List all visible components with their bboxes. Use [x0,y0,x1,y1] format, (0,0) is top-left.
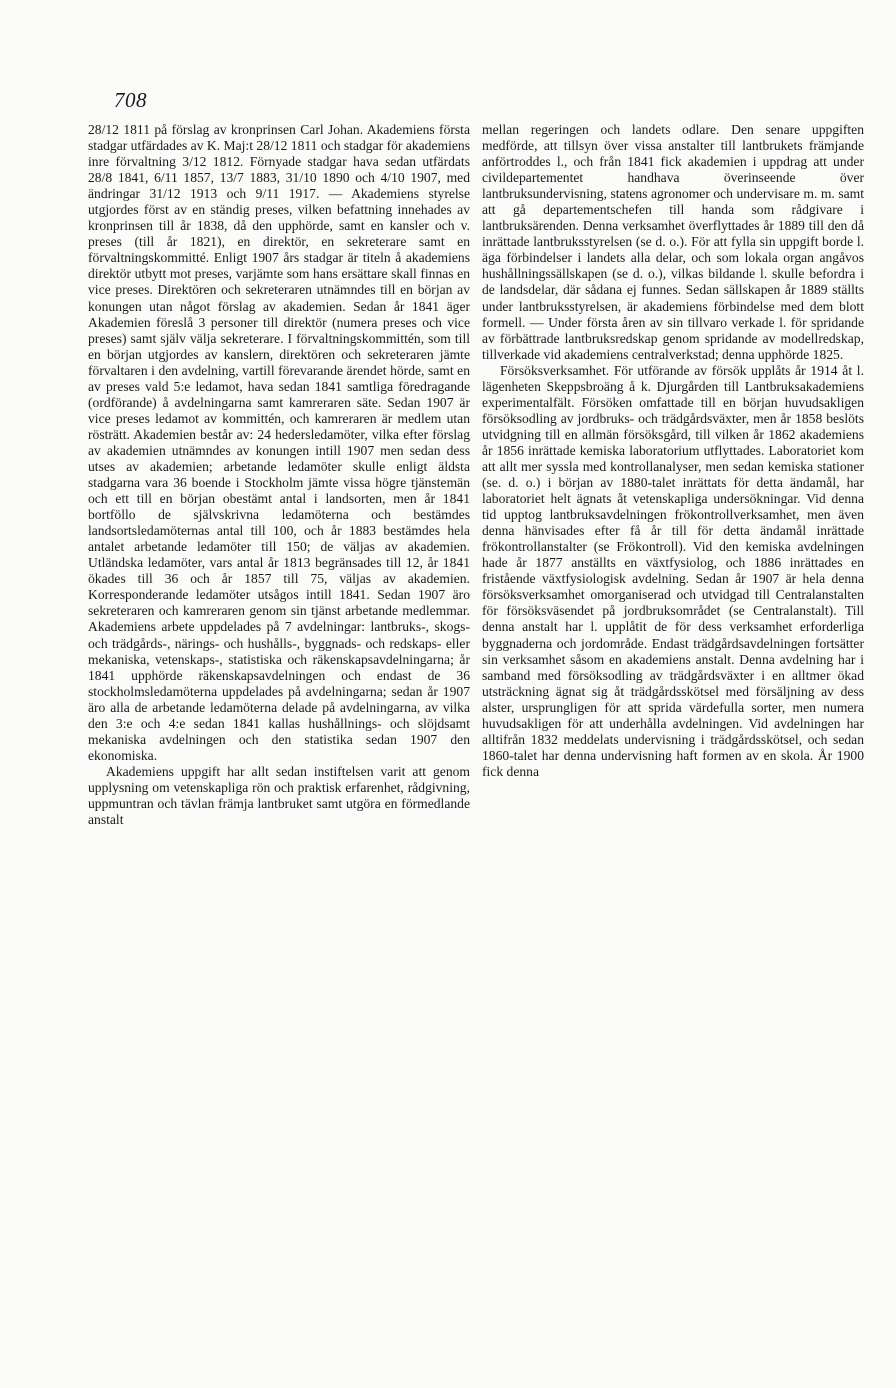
paragraph: 28/12 1811 på förslag av kronprinsen Carl Johan. Akademiens första stadgar utfärdades av K. Maj:t 28/12 1811 och stadgar för akademiens inre förvaltning 3/12 1812. Förnyade stadgar hava sedan utfärdats 28/8 1841, 6/11 1857, 13/7 1883, 31/10 1890 och 4/10 1907, med ändringar 31/12 1913 och 9/11 1917. — Akademiens styrelse utgjordes först av en ständig preses, vilken befattning innehades av kronprinsen till år 1838, då den upphörde, samt en kansler och v. preses (till år 1821), en direktör, en sekreterare samt en förvaltningskommitté. Enligt 1907 års stadgar är titeln å akademiens direktör utbytt mot preses, varjämte som hans ersättare skall finnas en vice preses. Direktören och sekreteraren utnämndes till en början av konungen utan något förslag av akademien. Sedan år 1841 äger Akademien föreslå 3 personer till direktör (numera preses och vice preses) samt själv välja sekreterare. I förvaltningskommittén, som till en början utgjordes av kanslern, direktören och sekreteraren jämte förvaltaren i den avdelning, vartill förevarande ärendet hörde, samt en av preses vald 5:e ledamot, hava sedan 1841 samtliga föredragande (ordförande) å avdelningarna samt kamreraren säte. Sedan 1907 är vice preses ledamot av kommittén, och kamreraren är medlem utan rösträtt. Akademien består av: 24 hedersledamöter, vilka efter förslag av akademien utnämndes av konungen intill 1907 men sedan dess utses av akademien; arbetande ledamöter skulle enligt äldsta stadgarna vara 36 boende i Stockholm jämte vissa högre tjänstemän och ett till en början obestämt antal i landsorten, men år 1841 bortföllo de självskrivna ledamöterna och bestämdes landsortsledamöternas antal till 100, och år 1883 bestämdes hela antalet arbetande ledamöter till 150; de väljas av akademien. Utländska ledamöter, vars antal år 1813 begränsades till 12, år 1841 ökades till 36 och år 1857 till 75, väljas av akademien. Korresponderande ledamöter utsågos intill 1841. Sedan 1907 äro sekreteraren och kamreraren genom sin tjänst arbetande medlemmar. Akademiens arbete uppdelades på 7 avdelningar: lantbruks-, skogs- och trädgårds-, närings- och hushålls-, byggnads- och redskaps- eller mekaniska, vetenskaps-, statistiska och räkenskapsavdelningarna; år 1841 upphörde räkenskapsavdelningen och endast de 36 stockholmsledamöterna uppdelades på avdelningarna; sedan år 1907 äro alla de arbetande ledamöterna delade på avdelningarna, av vilka den 3:e och 4:e sedan 1841 kallas hushållnings- och slöjdsamt mekaniska avdelningen och den statistika sedan 1907 den ekonomiska. [88,122,470,763]
paragraph: Akademiens uppgift har allt sedan instiftelsen varit att genom upplysning om vetenskapliga rön och praktisk erfarenhet, rådgivning, uppmuntran och tävlan främja lantbruket samt utgöra en förmedlande anstalt [88,763,470,828]
left-column [88,122,470,828]
right-column [482,122,864,780]
paragraph: Försöksverksamhet. För utförande av försök upplåts år 1914 åt l. lägenheten Skeppsbroäng å k. Djurgården till Lantbruksakademiens experimentalfält. Försöken omfattade till en början huvudsakligen försöksodling av jordbruks- och trädgårdsväxter, men år 1858 beslöts utvidgning till en allmän försöksgård, till vilken år 1862 akademiens år 1856 inrättade kemiska laboratorium utflyttades. Laboratoriet kom att allt mer syssla med kontrollanalyser, men sedan kemiska stationer (se. d. o.) i början av 1880-talet inrättats för detta ändamål, har laboratoriet helt ägnats åt vetenskapliga undersökningar. Vid denna tid upptog lantbruksavdelningen frökontrollverksamhet, men även denna hänvisades efter få år till för detta ändamål inrättade frökontrollanstalter (se Frökontroll). Vid den kemiska avdelningen hade år 1877 anställts en växtfysiolog, och 1886 inrättades en fristående växtfysiologisk avdelning. Sedan år 1907 är hela denna försöksverksamhet omorganiserad och utvidgad till Centralanstalten för försöksväsendet på jordbruksområdet (se Centralanstalt). Till denna anstalt har l. upplåtit de för dess verksamhet erforderliga byggnaderna och jordområde. Endast trädgårdsavdelningen fortsätter sin verksamhet såsom en akademiens anstalt. Denna avdelning har i samband med försöksodling av trädgårdsväxter i en alltmer ökad utsträckning ägnat sig åt trädgårdsskötsel med försäljning av dess alster, ursprungligen för att sprida värdefulla sorter, men numera huvudsakligen för att underhålla avdelningen. Vid avdelningen har alltifrån 1832 meddelats undervisning i trädgårdsskötsel, och sedan 1860-talet har denna undervisning haft formen av en skola. År 1900 fick denna [482,362,864,779]
paragraph: mellan regeringen och landets odlare. Den senare uppgiften medförde, att tillsyn över vissa anstalter till lantbrukets främjande anförtroddes l., och från 1841 fick akademien i uppdrag att under civildepartementet handhava överinseende över lantbruksundervisning, statens agronomer och undervisare m. m. samt att gå departementschefen till handa som rådgivare i lantbruksärenden. Denna verksamhet överflyttades år 1889 till den då inrättade lantbruksstyrelsen (se d. o.). För att fylla sin uppgift borde l. äga förbindelser i landets alla delar, och som lokala organ angåvos hushållningssällskapen (se d. o.), vilkas bildande l. skulle befordra i de landsdelar, där sådana ej funnes. Sedan sällskapen år 1889 ställts under lantbruksstyrelsen, är akademiens förbindelse med dem blott formell. — Under första åren av sin tillvaro verkade l. för spridande av förbättrade lantbruksredskap genom spridande av modellredskap, tillverkade vid akademiens centralverkstad; denna upphörde 1825. [482,122,864,362]
page-number: 708 [114,88,147,112]
